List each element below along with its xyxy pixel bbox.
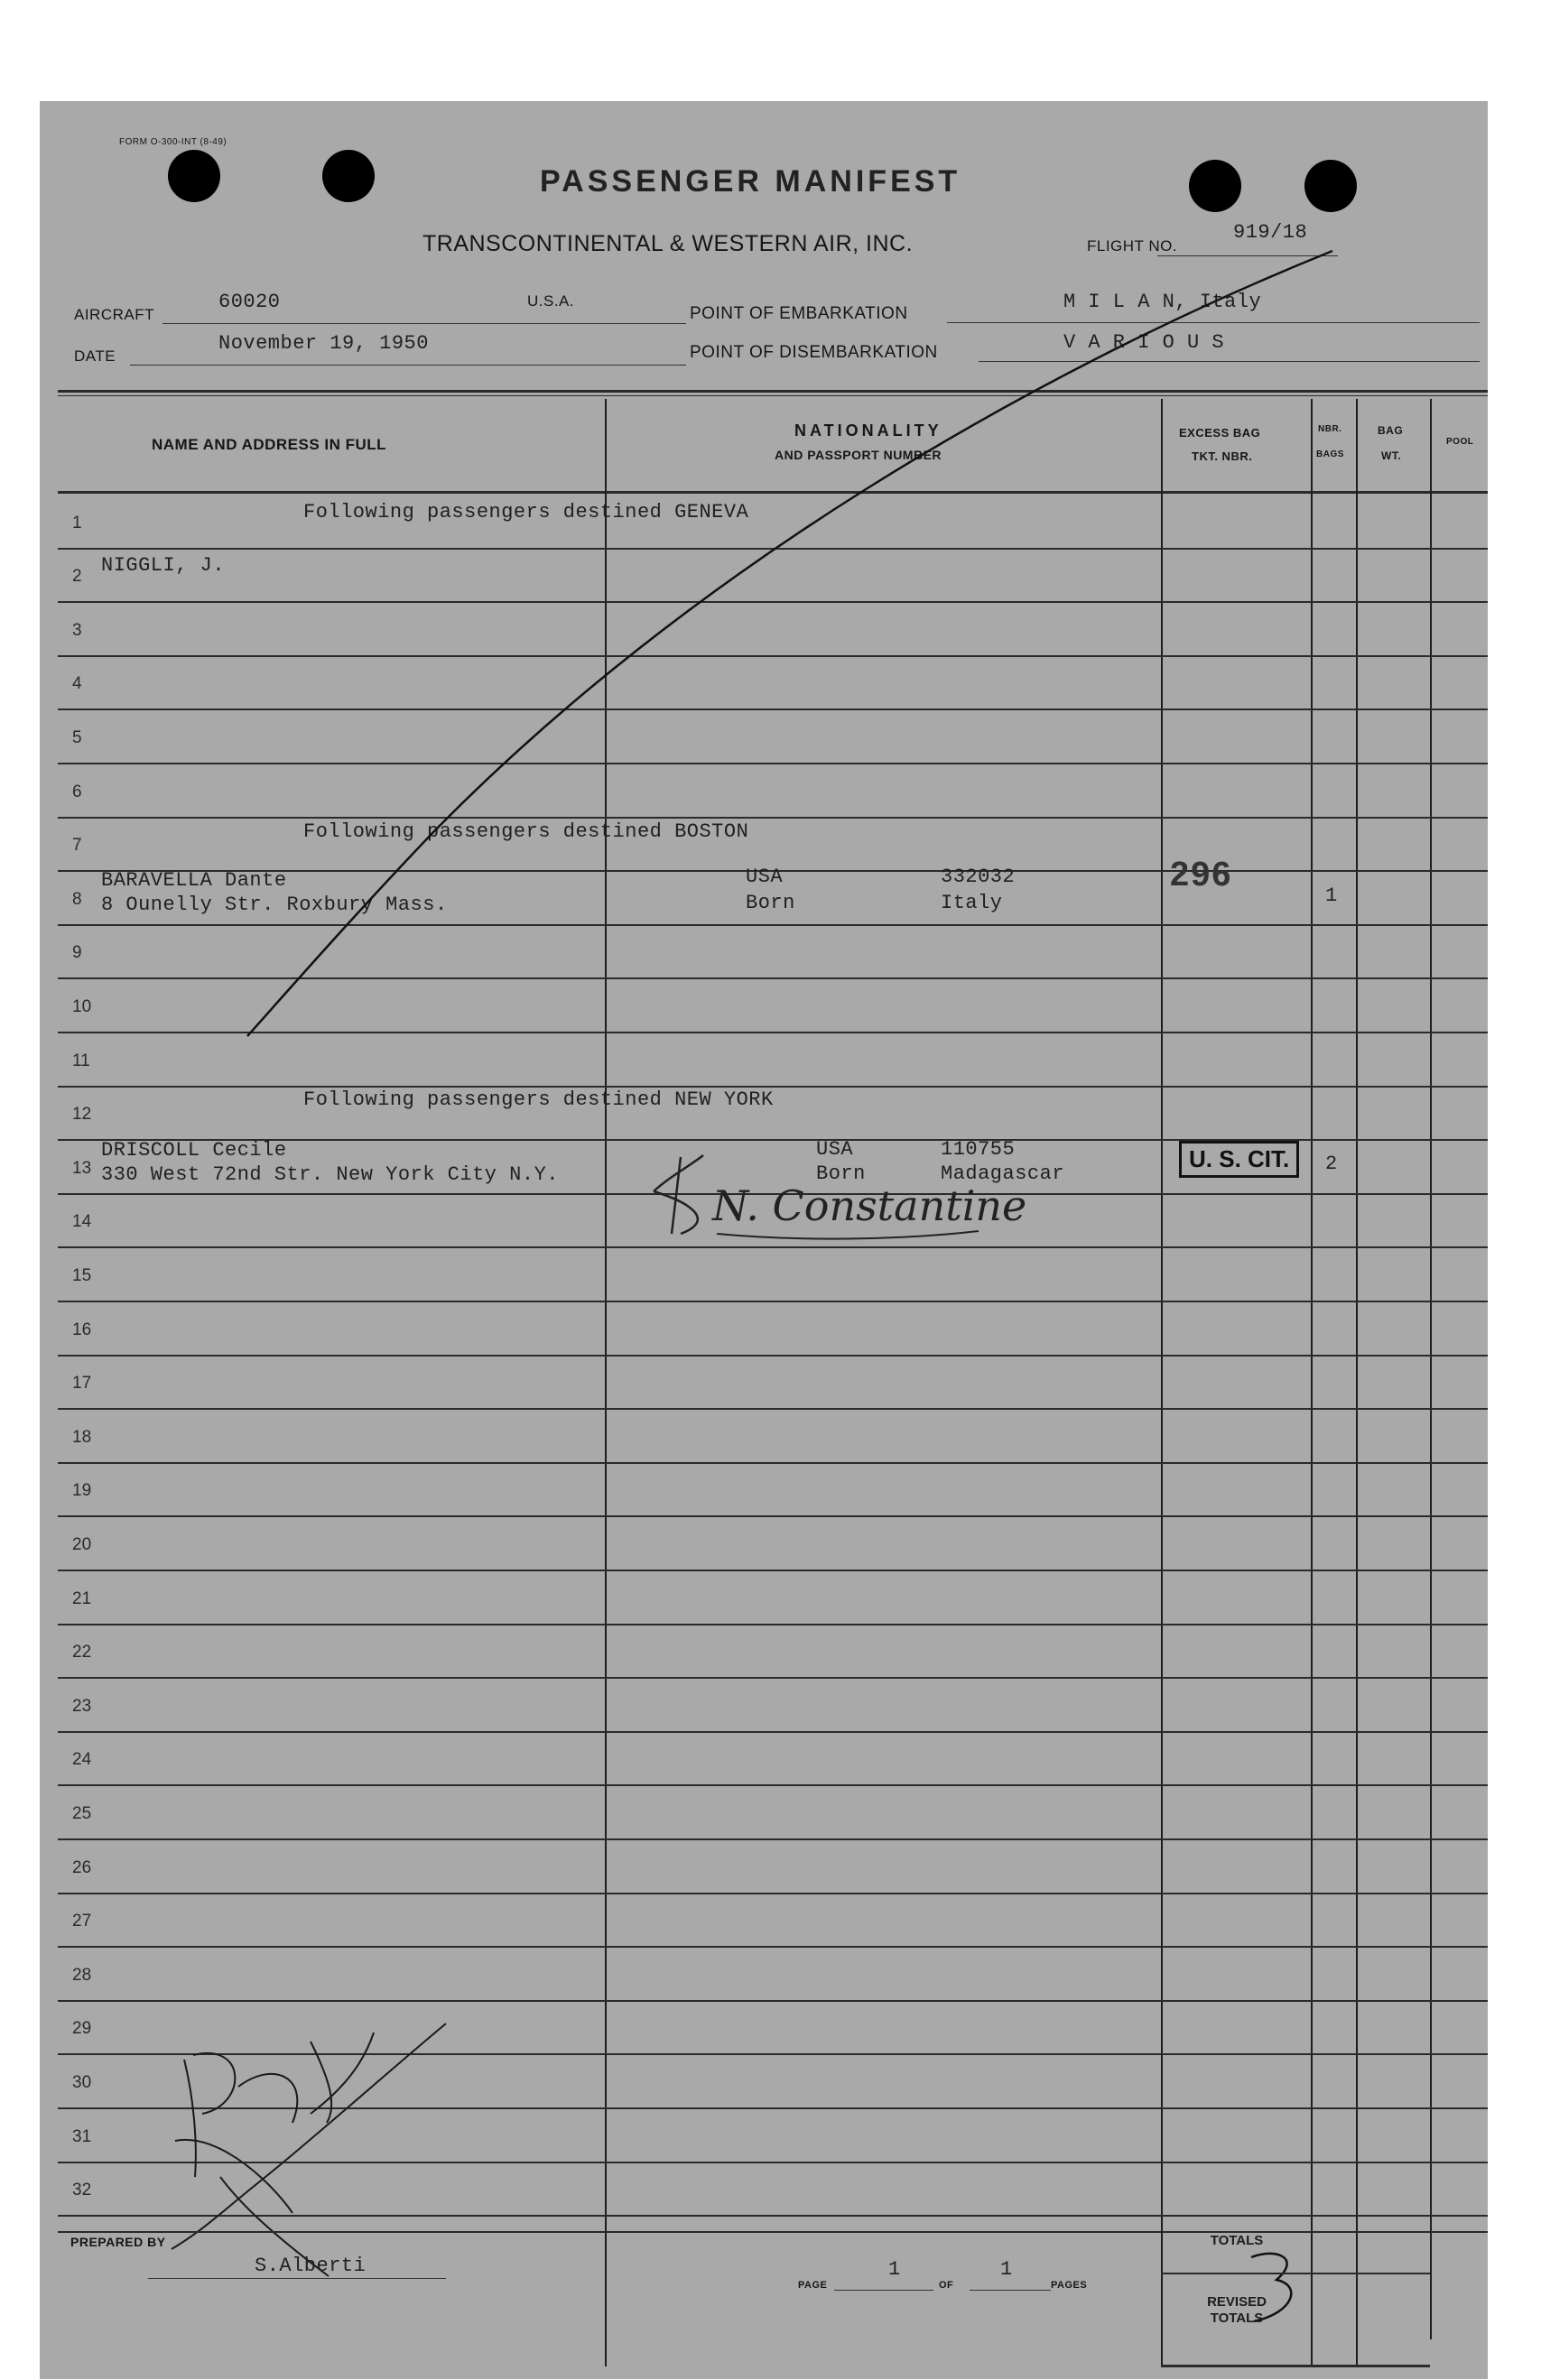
row-number: 15 — [72, 1266, 92, 1285]
column-header-bag-wt-2: WT. — [1381, 449, 1402, 462]
date-label: DATE — [74, 347, 116, 365]
aircraft-label: AIRCRAFT — [74, 306, 154, 323]
row-number: 32 — [72, 2181, 92, 2199]
page-title: PASSENGER MANIFEST — [540, 164, 961, 199]
passenger-born-driscoll: Born — [816, 1162, 866, 1185]
row-number: 25 — [72, 1804, 92, 1823]
row-number: 24 — [72, 1750, 92, 1769]
bag-count-driscoll: 2 — [1325, 1153, 1338, 1175]
column-header-bags: BAGS — [1316, 449, 1344, 459]
page-count: 1 — [1000, 2258, 1013, 2281]
revised-totals-label: TOTALS — [1210, 2311, 1264, 2326]
passport-number-driscoll: 110755 — [941, 1138, 1016, 1161]
row-number: 23 — [72, 1697, 92, 1716]
passport-number-baravella: 332032 — [941, 866, 1016, 888]
pages-label: PAGES — [1051, 2280, 1088, 2291]
group-header-geneva: Following passengers destined GENEVA — [303, 501, 749, 523]
passenger-name-niggli: NIGGLI, J. — [101, 554, 226, 577]
manifest-sheet — [40, 101, 1488, 2379]
excess-ticket-baravella: 296 — [1170, 856, 1233, 894]
row-number: 1 — [72, 514, 82, 532]
count-mark — [1253, 2251, 1254, 2252]
prepared-by-label: PREPARED BY — [70, 2235, 166, 2249]
row-number: 2 — [72, 567, 82, 586]
row-number: 8 — [72, 890, 82, 909]
row-number: 16 — [72, 1320, 92, 1339]
row-number: 19 — [72, 1481, 92, 1500]
passenger-address-driscoll: 330 West 72nd Str. New York City N.Y. — [101, 1163, 559, 1186]
column-header-ticket-number: TKT. NBR. — [1192, 449, 1253, 463]
row-number: 29 — [72, 2019, 92, 2038]
row-number: 26 — [72, 1858, 92, 1877]
column-header-passport: AND PASSPORT NUMBER — [775, 448, 942, 462]
aircraft-country: U.S.A. — [527, 292, 575, 310]
group-header-boston: Following passengers destined BOSTON — [303, 820, 749, 843]
row-number: 9 — [72, 943, 82, 962]
column-header-nbr: NBR. — [1318, 424, 1342, 434]
aircraft-number: 60020 — [218, 291, 281, 313]
row-number: 12 — [72, 1105, 92, 1124]
row-number: 21 — [72, 1589, 92, 1608]
row-number: 20 — [72, 1535, 92, 1554]
column-header-nationality: NATIONALITY — [794, 421, 942, 440]
row-number: 11 — [72, 1051, 90, 1070]
flight-label: FLIGHT NO. — [1087, 237, 1178, 255]
form-number: FORM O-300-INT (8-49) — [119, 137, 227, 147]
passenger-address-baravella: 8 Ounelly Str. Roxbury Mass. — [101, 894, 448, 916]
page-number: 1 — [888, 2258, 901, 2281]
row-number: 30 — [72, 2073, 92, 2092]
row-number: 14 — [72, 1212, 92, 1231]
row-number: 7 — [72, 836, 82, 855]
row-number: 5 — [72, 728, 82, 747]
passenger-born-baravella: Born — [746, 892, 795, 914]
disembarkation-value: V A R I O U S — [1063, 331, 1225, 354]
flight-number: 919/18 — [1233, 221, 1308, 244]
bag-count-baravella: 1 — [1325, 884, 1338, 907]
column-header-pool: POOL — [1446, 437, 1474, 447]
prepared-by-value: S.Alberti — [255, 2255, 367, 2277]
row-number: 28 — [72, 1966, 92, 1985]
embarkation-label: POINT OF EMBARKATION — [690, 304, 908, 323]
group-header-new-york: Following passengers destined NEW YORK — [303, 1088, 774, 1111]
column-header-bag-wt: BAG — [1378, 424, 1404, 437]
company-name: TRANSCONTINENTAL & WESTERN AIR, INC. — [422, 231, 914, 256]
diagonal-pen-stroke — [40, 101, 1488, 2379]
totals-label: TOTALS — [1210, 2233, 1264, 2248]
column-header-excess-bag: EXCESS BAG — [1179, 426, 1261, 440]
row-number: 27 — [72, 1912, 92, 1931]
row-number: 17 — [72, 1374, 92, 1393]
row-number: 4 — [72, 674, 82, 693]
birth-country-driscoll: Madagascar — [941, 1162, 1065, 1185]
row-number: 3 — [72, 621, 82, 640]
passenger-nationality-baravella: USA — [746, 866, 784, 888]
passenger-nationality-driscoll: USA — [816, 1138, 854, 1161]
row-number: 10 — [72, 997, 92, 1016]
citizenship-stamp: U. S. CIT. — [1179, 1141, 1299, 1178]
row-number: 13 — [72, 1159, 92, 1178]
signature-text: N. Constantine — [712, 1181, 1027, 1230]
row-number: 18 — [72, 1428, 92, 1447]
row-number: 22 — [72, 1643, 92, 1662]
revised-label: REVISED — [1207, 2294, 1267, 2310]
embarkation-value: M I L A N, Italy — [1063, 291, 1262, 313]
birth-country-baravella: Italy — [941, 892, 1003, 914]
passenger-name-driscoll: DRISCOLL Cecile — [101, 1139, 287, 1162]
row-number: 6 — [72, 783, 82, 801]
page-label: PAGE — [798, 2280, 828, 2291]
passenger-name-baravella: BARAVELLA Dante — [101, 869, 287, 892]
column-header-name: NAME AND ADDRESS IN FULL — [152, 436, 387, 453]
disembarkation-label: POINT OF DISEMBARKATION — [690, 343, 938, 362]
flight-date: November 19, 1950 — [218, 332, 429, 355]
row-number: 31 — [72, 2127, 92, 2146]
of-label: OF — [939, 2280, 954, 2291]
